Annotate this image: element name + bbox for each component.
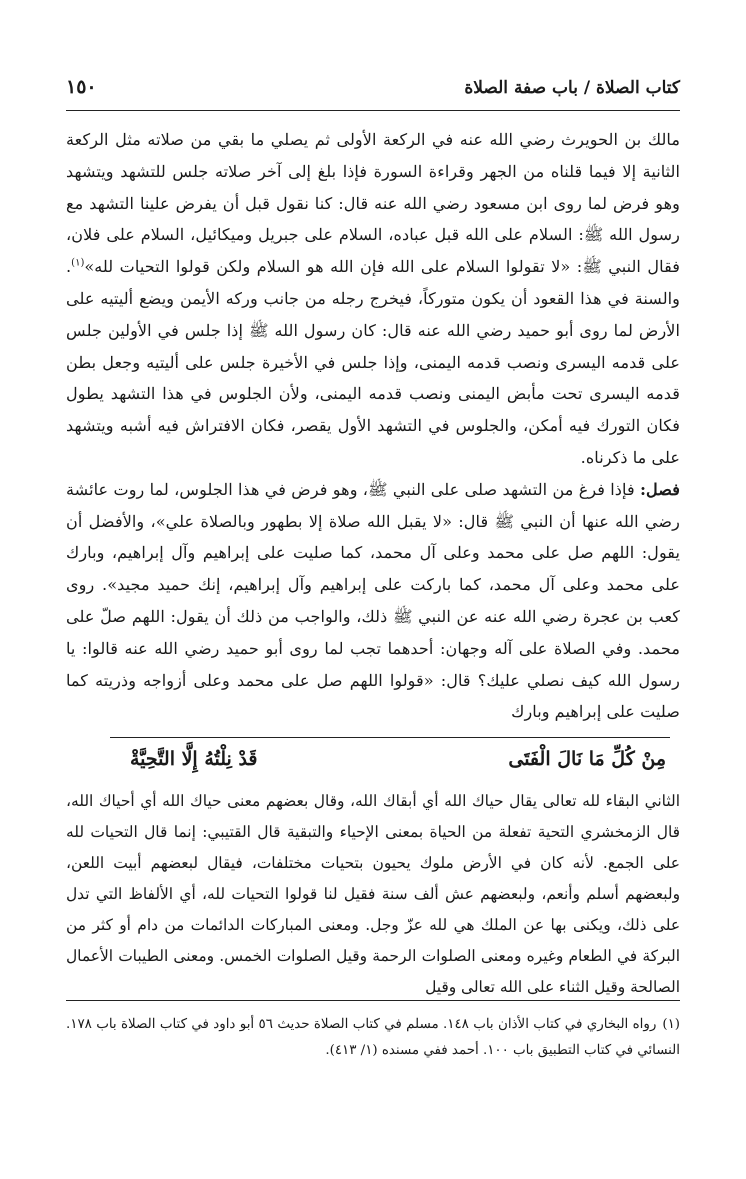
running-header <box>66 76 680 106</box>
commentary-paragraph: الثاني البقاء لله تعالى يقال حياك الله أي أبقاك الله، وقال بعضهم معنى حياك الله أي أحياك الله، قال الزمخشري التحية تفعلة من الحياة بمعنى الإحياء والتبقية قال القتيبي: إنما قال التحيات لله على الجمع. لأنه كان في الأرض ملوك يحيون بتحيات مختلفات، فيقال لبعضهم أبيت اللعن، ولبعضهم أسلم وأنعم، ولبعضهم عش ألف سنة فقيل لنا قولوا التحيات لله، أي الألفاظ التي تدل على ذلك، ويكنى بها عن الملك هي لله عزّ وجل. ومعنى المباركات الدائمات من دام أو كثر من البركة في الطعام وغيره ومعنى الصلوات الرحمة وقيل الصلوات الخمس. ومعنى الطيبات الأعمال الصالحة وقيل الثناء على الله تعالى وقيل <box>66 792 680 996</box>
verse-right-hemistich: مِنْ كُلِّ مَا نَالَ الْفَتَى <box>508 748 666 770</box>
main-text <box>66 124 680 728</box>
verse-left-hemistich: قَدْ نِلْتُهُ إِلَّا التَّحِيَّةْ <box>130 748 258 770</box>
footnote-text: رواه البخاري في كتاب الأذان باب ١٤٨. مسلم في كتاب الصلاة حديث ٥٦ أبو داود في كتاب الصلاة باب ١٧٨. النسائي في كتاب التطبيق باب ١٠٠. أحمد ففي مسنده (١/ ٤١٣). <box>66 1017 680 1058</box>
paragraph-1-text: مالك بن الحويرث رضي الله عنه في الركعة الأولى ثم يصلي ما بقي من صلاته مثل الركعة الثانية إلا فيما قلناه من الجهر وقراءة السورة فإذا بلغ إلى آخر صلاته جلس للتشهد ويتشهد وهو فرض لما روى ابن مسعود رضي الله عنه قال: كنا نقول قبل أن يفرض علينا التشهد مع رسول الله ﷺ: السلام على الله قبل عباده، السلام على جبريل وميكائيل، السلام على فلان، فقال النبي ﷺ: «لا تقولوا السلام على الله فإن الله هو السلام ولكن قولوا التحيات لله» <box>66 130 680 277</box>
page-number: ١٥٠ <box>66 76 97 98</box>
footnotes <box>66 1012 680 1064</box>
paragraph-2 <box>66 474 680 728</box>
paragraph-1 <box>66 124 680 474</box>
commentary-text <box>66 786 680 1003</box>
paragraph-2-text: فإذا فرغ من التشهد صلى على النبي ﷺ، وهو فرض في هذا الجلوس، لما روت عائشة رضي الله عنها أن النبي ﷺ قال: «لا يقبل الله صلاة إلا بطهور وبالصلاة علي»، والأفضل أن يقول: اللهم صل على محمد وعلى آل محمد، كما صليت على إبراهيم وآل إبراهيم، وبارك على محمد وعلى آل محمد، كما باركت على إبراهيم وآل إبراهيم، إنك حميد مجيد». روى كعب بن عجرة رضي الله عنه عن النبي ﷺ ذلك، والواجب من ذلك أن يقول: اللهم صلّ على محمد. وفي الصلاة على آله وجهان: أحدهما تجب لما روى أبو حميد رضي الله عنه قالوا: يا رسول الله كيف نصلي عليك؟ قال: «قولوا اللهم صل على محمد وعلى أزواجه وذريته كما صليت على إبراهيم وبارك <box>66 479 680 722</box>
footnote-marker: (١) <box>662 1017 680 1032</box>
header-title: كتاب الصلاة / باب صفة الصلاة <box>464 78 680 98</box>
footnote-1 <box>66 1012 680 1064</box>
poetry-verse <box>100 746 680 780</box>
paragraph-1-continuation: . والسنة في هذا القعود أن يكون متوركاً، فيخرج رجله من جانب وركه الأيمن ويضع أليتيه على الأرض لما روى أبو حميد رضي الله عنه قال: كان رسول الله ﷺ إذا جلس في الأولين جلس على قدمه اليسرى ونصب قدمه اليمنى، وإذا جلس في الأخيرة جلس على أليتيه وجعل بطن قدمه اليسرى تحت مأبض اليمنى ونصب قدمه اليمنى، ولأن الجلوس في هذا التشهد يطول فكان التورك فيه أمكن، والجلوس في التشهد الأول يقصر، فكان الافتراش فيه أشبه ويتشهد على ما ذكرناه. <box>66 257 680 467</box>
footnote-reference: (١) <box>71 257 85 269</box>
commentary-divider <box>110 737 670 738</box>
header-divider <box>66 110 680 111</box>
section-label: فصل: <box>639 479 680 499</box>
footnote-divider <box>66 1000 680 1001</box>
